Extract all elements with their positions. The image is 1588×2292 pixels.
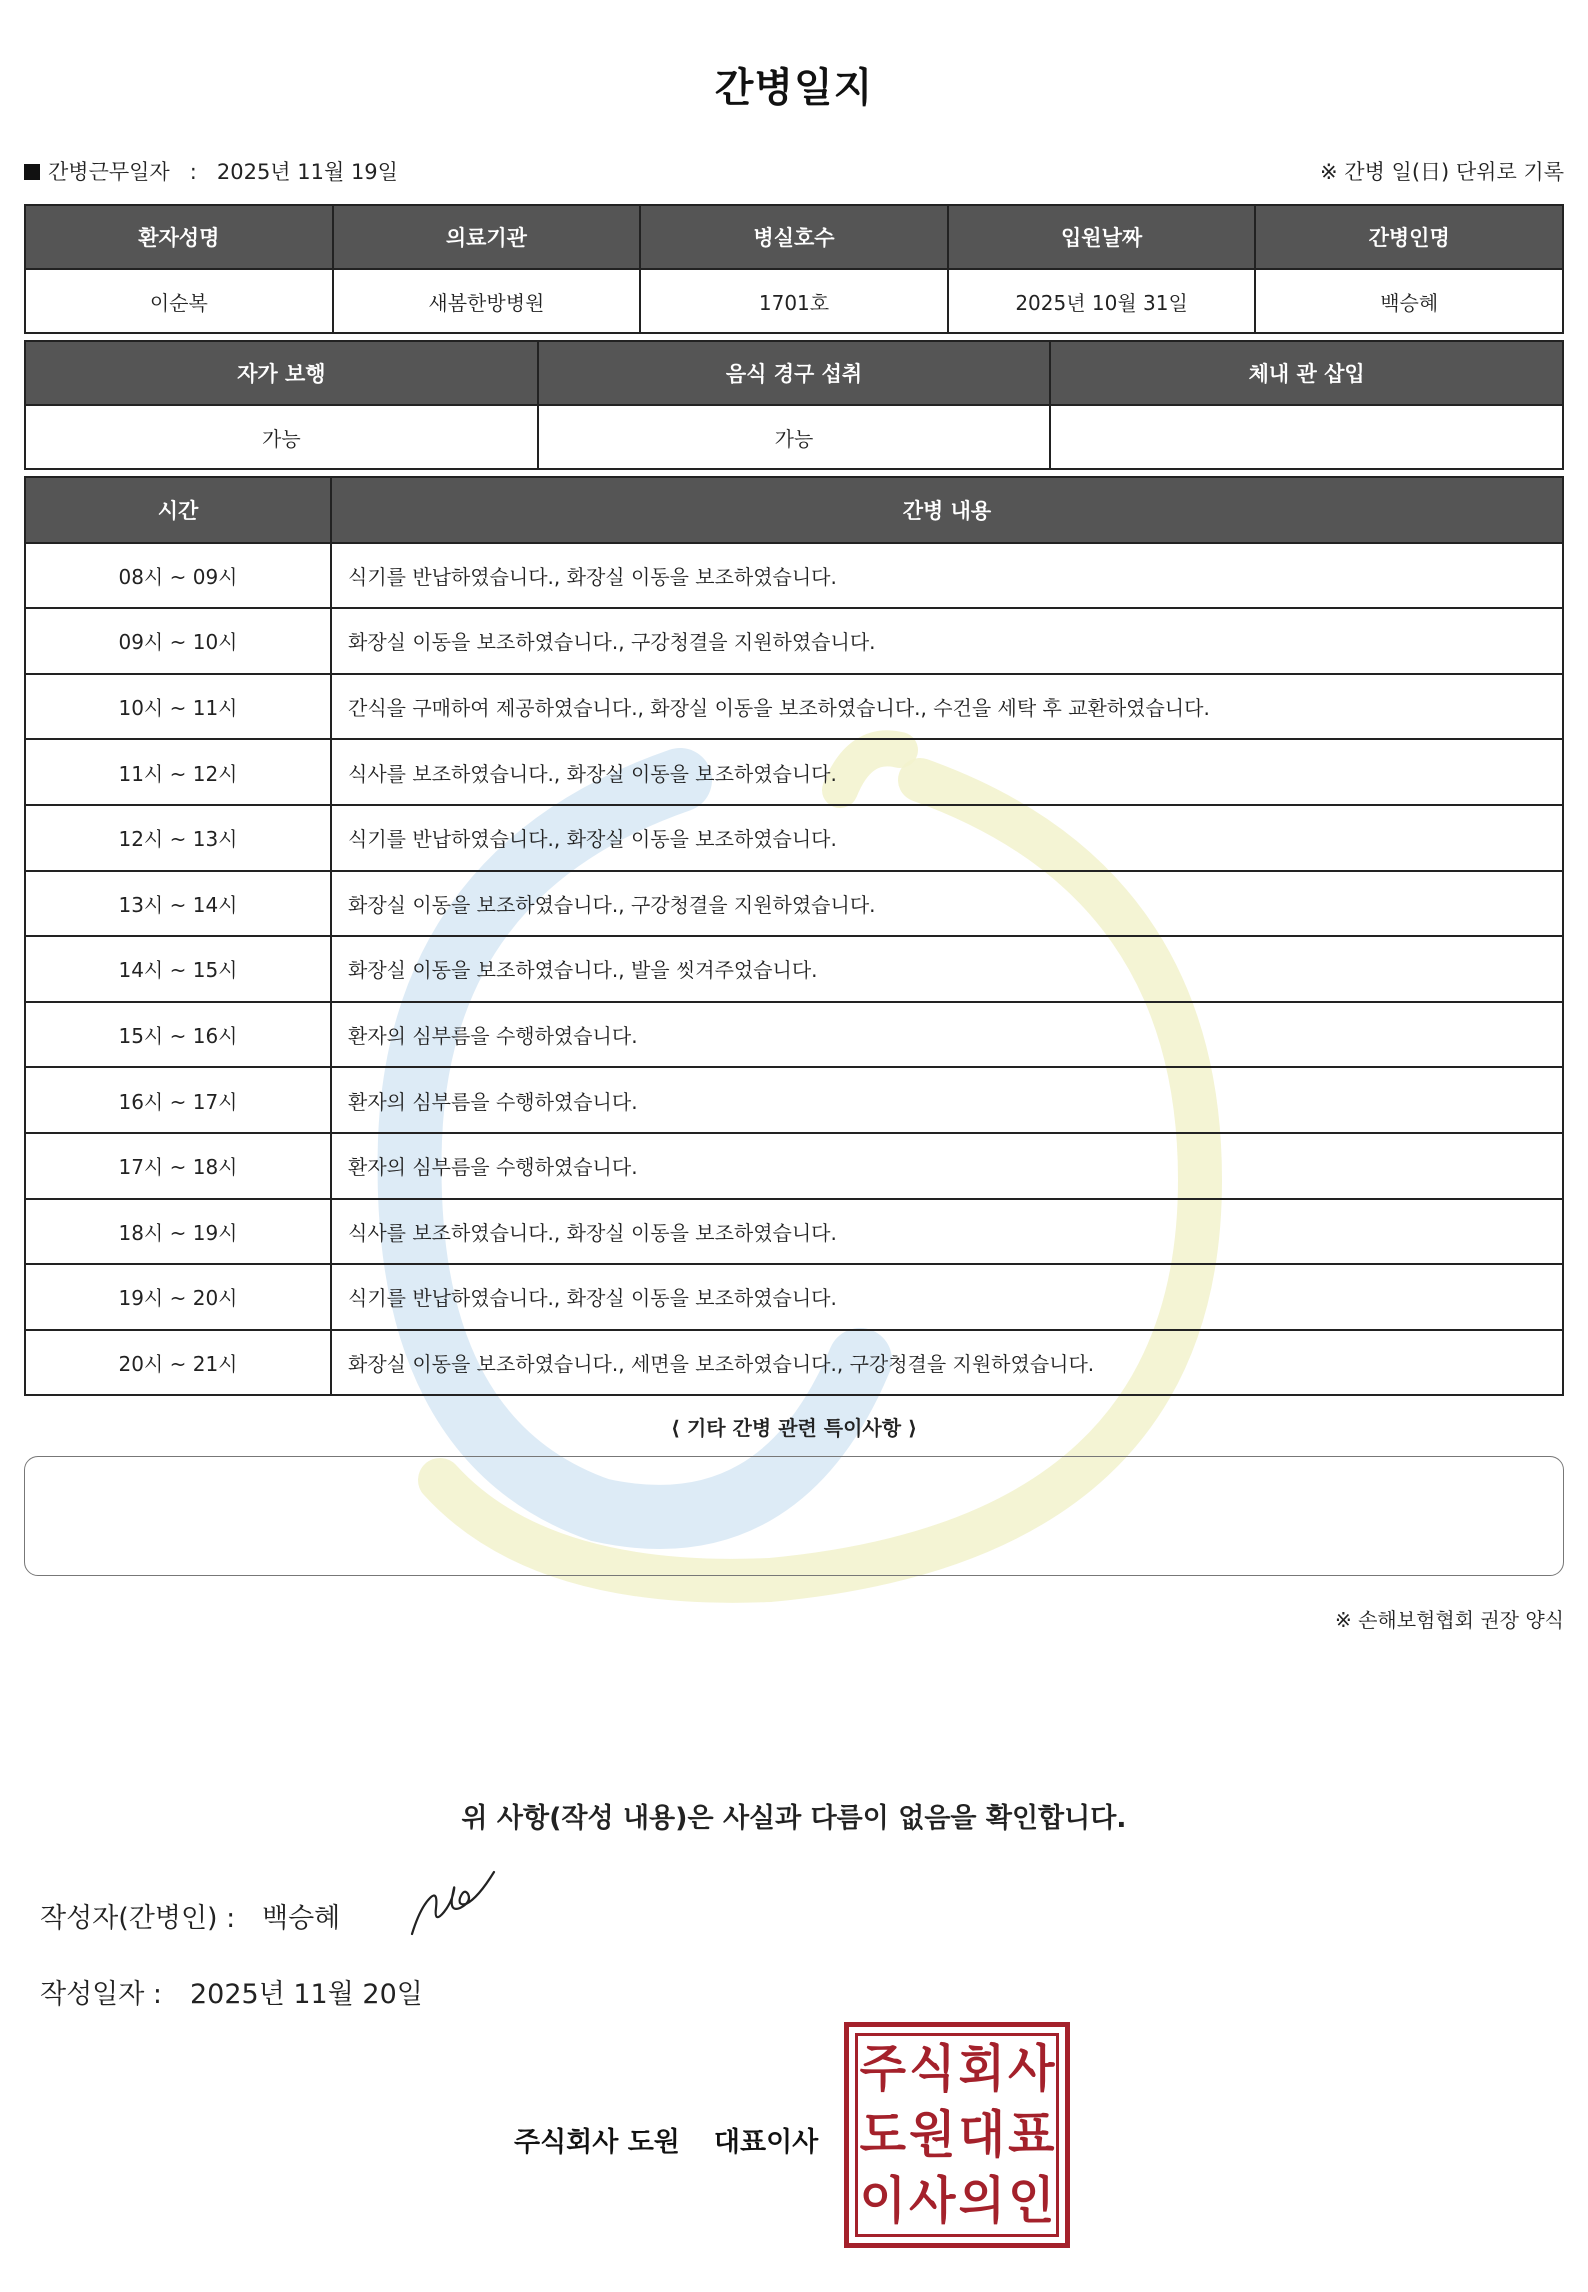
header-oral-intake: 음식 경구 섭취 <box>538 341 1051 405</box>
time-cell: 18시 ~ 19시 <box>25 1199 331 1265</box>
care-log-header-row <box>25 477 1563 543</box>
content-cell: 화장실 이동을 보조하였습니다., 발을 씻겨주었습니다. <box>331 936 1563 1002</box>
table-row <box>25 1264 1563 1330</box>
table-row <box>25 608 1563 674</box>
written-date-line <box>40 1972 423 2011</box>
table-row <box>25 543 1563 609</box>
seal-character: 의 <box>958 2171 1005 2231</box>
seal-character: 표 <box>1008 2105 1055 2165</box>
seal-character: 대 <box>958 2105 1005 2165</box>
header-patient-name: 환자성명 <box>25 205 333 269</box>
hospital-value: 새봄한방병원 <box>333 269 641 333</box>
time-cell: 09시 ~ 10시 <box>25 608 331 674</box>
time-cell: 10시 ~ 11시 <box>25 674 331 740</box>
time-cell: 12시 ~ 13시 <box>25 805 331 871</box>
square-bullet-icon <box>24 164 40 180</box>
time-cell: 16시 ~ 17시 <box>25 1067 331 1133</box>
table-row <box>25 1067 1563 1133</box>
header-room-number: 병실호수 <box>640 205 948 269</box>
patient-info-value-row <box>25 269 1563 333</box>
signature-image <box>408 1868 498 1940</box>
work-date-value: 2025년 11월 19일 <box>216 160 398 184</box>
written-date-value: 2025년 11월 20일 <box>190 1979 423 2010</box>
table-row <box>25 871 1563 937</box>
content-cell: 화장실 이동을 보조하였습니다., 구강청결을 지원하였습니다. <box>331 608 1563 674</box>
time-cell: 20시 ~ 21시 <box>25 1330 331 1396</box>
content-cell: 환자의 심부름을 수행하였습니다. <box>331 1133 1563 1199</box>
meta-row <box>24 156 1564 188</box>
page-title: 간병일지 <box>714 65 874 111</box>
time-cell: 08시 ~ 09시 <box>25 543 331 609</box>
table-row <box>25 739 1563 805</box>
header-hospital: 의료기관 <box>333 205 641 269</box>
patient-name-value: 이순복 <box>25 269 333 333</box>
oral-intake-value: 가능 <box>538 405 1051 469</box>
header-time: 시간 <box>25 477 331 543</box>
patient-status-value-row <box>25 405 1563 469</box>
content-cell: 식기를 반납하였습니다., 화장실 이동을 보조하였습니다. <box>331 805 1563 871</box>
content-cell: 간식을 구매하여 제공하였습니다., 화장실 이동을 보조하였습니다., 수건을 세탁 후 교환하였습니다. <box>331 674 1563 740</box>
header-caregiver-name: 간병인명 <box>1255 205 1563 269</box>
company-name: 주식회사 도원 <box>514 2127 680 2158</box>
company-seal <box>844 2022 1070 2248</box>
seal-character: 사 <box>1008 2039 1055 2099</box>
seal-character: 원 <box>909 2105 956 2165</box>
patient-info-table <box>24 204 1564 334</box>
company-line <box>514 2120 818 2159</box>
content-cell: 식사를 보조하였습니다., 화장실 이동을 보조하였습니다. <box>331 1199 1563 1265</box>
patient-info-header-row <box>25 205 1563 269</box>
room-number-value: 1701호 <box>640 269 948 333</box>
seal-character: 식 <box>909 2039 956 2099</box>
written-date-label: 작성일자 : <box>40 1979 163 2010</box>
patient-status-table <box>24 340 1564 470</box>
seal-character: 회 <box>958 2039 1005 2099</box>
header-care-content: 간병 내용 <box>331 477 1563 543</box>
table-row <box>25 1133 1563 1199</box>
table-row <box>25 805 1563 871</box>
content-cell: 화장실 이동을 보조하였습니다., 구강청결을 지원하였습니다. <box>331 871 1563 937</box>
seal-character: 인 <box>1008 2171 1055 2231</box>
unit-note: ※ 간병 일(日) 단위로 기록 <box>1320 160 1564 184</box>
seal-character: 주 <box>859 2039 906 2099</box>
table-row <box>25 1330 1563 1396</box>
seal-character: 도 <box>859 2105 906 2165</box>
header-self-walking: 자가 보행 <box>25 341 538 405</box>
form-note: ※ 손해보험협회 권장 양식 <box>1334 1608 1564 1632</box>
table-row <box>25 674 1563 740</box>
writer-label: 작성자(간병인) : <box>40 1903 236 1934</box>
seal-character: 이 <box>859 2171 906 2231</box>
work-date-label: 간병근무일자 <box>48 160 170 184</box>
tube-insertion-value <box>1050 405 1563 469</box>
header-admission-date: 입원날짜 <box>948 205 1256 269</box>
work-date-separator: : <box>189 160 197 184</box>
work-date <box>24 156 398 186</box>
content-cell: 식기를 반납하였습니다., 화장실 이동을 보조하였습니다. <box>331 1264 1563 1330</box>
patient-status-header-row <box>25 341 1563 405</box>
self-walking-value: 가능 <box>25 405 538 469</box>
content-cell: 환자의 심부름을 수행하였습니다. <box>331 1002 1563 1068</box>
content-cell: 화장실 이동을 보조하였습니다., 세면을 보조하였습니다., 구강청결을 지원하였습니다. <box>331 1330 1563 1396</box>
writer-line <box>40 1896 340 1935</box>
care-log-table <box>24 476 1564 1396</box>
table-row <box>25 1199 1563 1265</box>
header-tube-insertion: 체내 관 삽입 <box>1050 341 1563 405</box>
time-cell: 17시 ~ 18시 <box>25 1133 331 1199</box>
confirmation-statement: 위 사항(작성 내용)은 사실과 다름이 없음을 확인합니다. <box>461 1803 1127 1834</box>
caregiver-name-value: 백승혜 <box>1255 269 1563 333</box>
time-cell: 19시 ~ 20시 <box>25 1264 331 1330</box>
seal-grid <box>855 2033 1059 2237</box>
seal-character: 사 <box>909 2171 956 2231</box>
table-row <box>25 936 1563 1002</box>
remarks-box <box>24 1456 1564 1576</box>
time-cell: 15시 ~ 16시 <box>25 1002 331 1068</box>
remarks-title: ⟨ 기타 간병 관련 특이사항 ⟩ <box>670 1416 918 1440</box>
content-cell: 환자의 심부름을 수행하였습니다. <box>331 1067 1563 1133</box>
company-title: 대표이사 <box>713 2127 819 2158</box>
table-row <box>25 1002 1563 1068</box>
time-cell: 13시 ~ 14시 <box>25 871 331 937</box>
time-cell: 11시 ~ 12시 <box>25 739 331 805</box>
admission-date-value: 2025년 10월 31일 <box>948 269 1256 333</box>
time-cell: 14시 ~ 15시 <box>25 936 331 1002</box>
writer-name: 백승혜 <box>262 1903 341 1934</box>
content-cell: 식사를 보조하였습니다., 화장실 이동을 보조하였습니다. <box>331 739 1563 805</box>
content-cell: 식기를 반납하였습니다., 화장실 이동을 보조하였습니다. <box>331 543 1563 609</box>
